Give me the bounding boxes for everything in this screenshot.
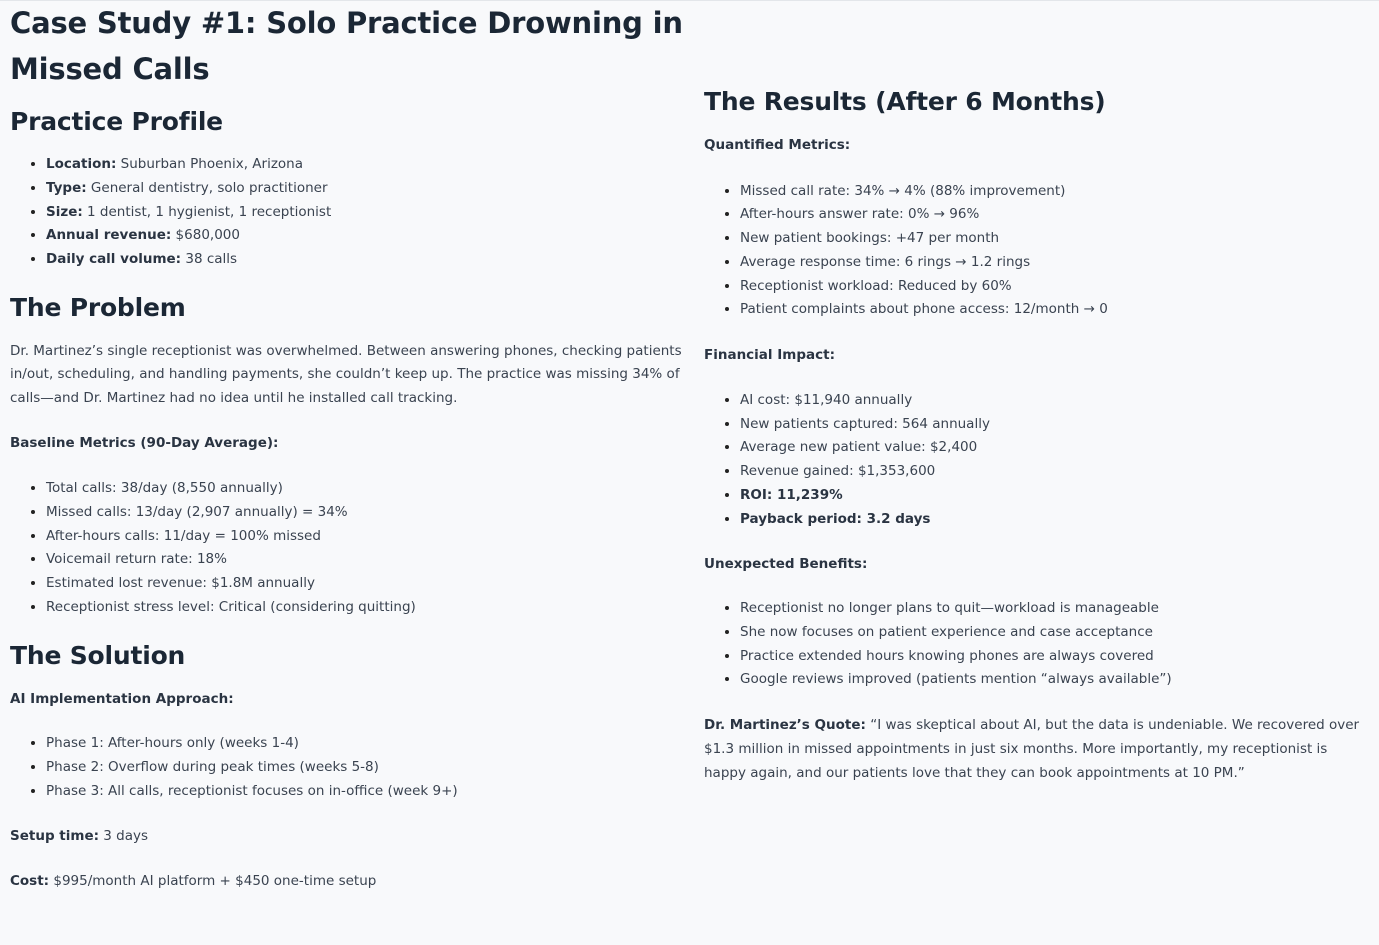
roi-item: • ROI: 11,239% <box>740 484 1371 508</box>
list-item: • New patients captured: 564 annually <box>740 413 1371 437</box>
cost-value: $995/month AI platform + $450 one-time setup <box>49 873 377 890</box>
list-item: • Phase 1: After-hours only (weeks 1-4) <box>46 732 684 756</box>
list-item: • Missed call rate: 34% → 4% (88% improvement) <box>740 180 1371 204</box>
list-item: • Practice extended hours knowing phones are always covered <box>740 645 1371 669</box>
right-column <box>694 1 1379 945</box>
page-title <box>10 0 684 92</box>
list-item: • Phase 2: Overflow during peak times (weeks 5-8) <box>46 756 684 780</box>
solution-heading: The Solution <box>10 640 186 670</box>
profile-revenue-label: Annual revenue: <box>46 227 172 244</box>
cost-label: Cost: <box>10 873 50 890</box>
problem-heading: The Problem <box>10 292 186 322</box>
baseline-metrics-list <box>10 477 684 620</box>
setup-time <box>10 825 684 849</box>
profile-call-volume-value: 38 calls <box>181 251 238 268</box>
list-item: • Voicemail return rate: 18% <box>46 548 684 572</box>
profile-size-label: Size: <box>46 203 83 220</box>
list-item <box>46 201 684 225</box>
martinez-quote <box>704 713 1371 785</box>
list-item: • Google reviews improved (patients mention “always available”) <box>740 668 1371 692</box>
results-heading: The Results (After 6 Months) <box>704 87 1106 116</box>
payback-period-item: • Payback period: 3.2 days <box>740 508 1371 532</box>
unexpected-benefits-heading: Unexpected Benefits: <box>704 555 868 572</box>
list-item: • New patient bookings: +47 per month <box>740 227 1371 251</box>
list-item <box>46 177 684 201</box>
list-item: • Missed calls: 13/day (2,907 annually) = 34% <box>46 501 684 525</box>
list-item <box>46 224 684 248</box>
page-title-line-2: Missed Calls <box>10 52 210 86</box>
list-item: • After-hours answer rate: 0% → 96% <box>740 203 1371 227</box>
list-item: • After-hours calls: 11/day = 100% missed <box>46 525 684 549</box>
profile-location-label: Location: <box>46 156 117 172</box>
problem-paragraph: Dr. Martinez’s single receptionist was overwhelmed. Between answering phones, checking patients in/out, scheduling, and handling payments, she couldn’t keep up. The practice was missing 34% of calls—and Dr. Martinez had no idea until he installed call tracking. <box>10 342 682 406</box>
practice-profile-heading: Practice Profile <box>10 107 223 136</box>
list-item: • Receptionist stress level: Critical (considering quitting) <box>46 596 684 620</box>
practice-profile-list <box>10 153 684 272</box>
list-item: • Estimated lost revenue: $1.8M annually <box>46 572 684 596</box>
quote-label: Dr. Martinez’s Quote: <box>704 717 866 734</box>
list-item: • Total calls: 38/day (8,550 annually) <box>46 477 684 501</box>
implementation-phases-list <box>10 732 684 803</box>
setup-time-label: Setup time: <box>10 827 100 844</box>
document-page <box>0 1 1379 945</box>
list-item: • Average new patient value: $2,400 <box>740 436 1371 460</box>
profile-type-value: General dentistry, solo practitioner <box>86 179 328 196</box>
setup-time-value: 3 days <box>99 827 149 844</box>
list-item: • She now focuses on patient experience and case acceptance <box>740 621 1371 645</box>
page-title-line-1: Case Study #1: Solo Practice Drowning in <box>10 6 683 40</box>
financial-impact-list <box>704 389 1371 532</box>
list-item: • Receptionist workload: Reduced by 60% <box>740 275 1371 299</box>
list-item: • Receptionist no longer plans to quit—workload is manageable <box>740 597 1371 621</box>
quote-text: “I was skeptical about AI, but the data is undeniable. We recovered over $1.3 million in missed appointments in just six months. More importantly, my receptionist is happy again, and our patients love that they can book appointments at 10 PM.” <box>704 717 1360 782</box>
profile-size-value: 1 dentist, 1 hygienist, 1 receptionist <box>82 203 332 220</box>
list-item: • Phase 3: All calls, receptionist focuses on in-office (week 9+) <box>46 780 684 804</box>
cost <box>10 870 684 894</box>
profile-revenue-value: $680,000 <box>171 227 240 244</box>
profile-location-value: Suburban Phoenix, Arizona <box>116 156 303 172</box>
profile-type-label: Type: <box>46 179 87 196</box>
baseline-metrics-heading: Baseline Metrics (90-Day Average): <box>10 435 279 452</box>
quantified-metrics-list <box>704 180 1371 323</box>
profile-call-volume-label: Daily call volume: <box>46 251 182 268</box>
left-column <box>0 1 694 945</box>
list-item <box>46 153 684 177</box>
list-item: • Average response time: 6 rings → 1.2 rings <box>740 251 1371 275</box>
financial-impact-heading: Financial Impact: <box>704 347 835 364</box>
list-item: • AI cost: $11,940 annually <box>740 389 1371 413</box>
list-item <box>46 248 684 272</box>
list-item: • Revenue gained: $1,353,600 <box>740 460 1371 484</box>
quantified-metrics-heading: Quantified Metrics: <box>704 137 851 153</box>
ai-approach-heading: AI Implementation Approach: <box>10 690 234 707</box>
list-item: • Patient complaints about phone access: 12/month → 0 <box>740 298 1371 322</box>
unexpected-benefits-list <box>704 597 1371 692</box>
